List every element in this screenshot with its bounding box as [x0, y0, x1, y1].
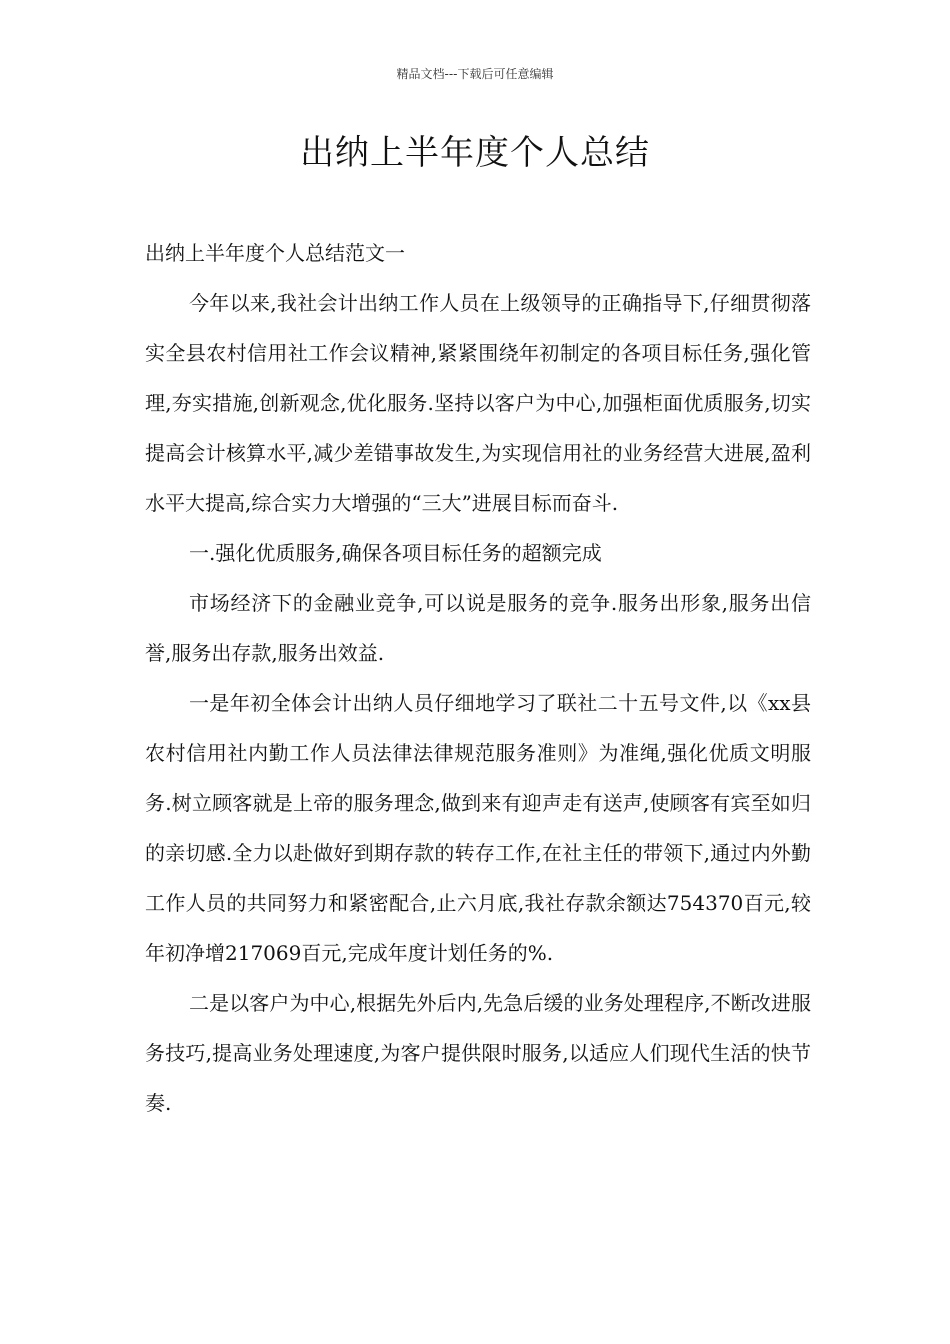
section-heading-1: 一.强化优质服务,确保各项目标任务的超额完成 [189, 541, 602, 565]
section-subtitle: 出纳上半年度个人总结范文一 [145, 241, 405, 265]
paragraph-competition: 市场经济下的金融业竞争,可以说是服务的竞争.服务出形象,服务出信誉,服务出存款,服务出效益. [145, 591, 811, 665]
document-body [145, 228, 811, 1128]
document-title: 出纳上半年度个人总结 [300, 133, 650, 173]
header-note: 精品文档---下载后可任意编辑 [396, 67, 554, 81]
paragraph-point-1: 一是年初全体会计出纳人员仔细地学习了联社二十五号文件,以《xx县农村信用社内勤工作人员法律法律规范服务准则》为准绳,强化优质文明服务.树立顾客就是上帝的服务理念,做到来有迎声走有送声,使顾客有宾至如归的亲切感.全力以赴做好到期存款的转存工作,在社主任的带领下,通过内外勤工作人员的共同努力和紧密配合,止六月底,我社存款余额达754370百元,较年初净增217069百元,完成年度计划任务的%. [145, 691, 811, 965]
paragraph-intro: 今年以来,我社会计出纳工作人员在上级领导的正确指导下,仔细贯彻落实全县农村信用社工作会议精神,紧紧围绕年初制定的各项目标任务,强化管理,夯实措施,创新观念,优化服务.坚持以客户为中心,加强柜面优质服务,切实提高会计核算水平,减少差错事故发生,为实现信用社的业务经营大进展,盈利水平大提高,综合实力大增强的“三大”进展目标而奋斗. [145, 291, 811, 515]
paragraph-point-2: 二是以客户为中心,根据先外后内,先急后缓的业务处理程序,不断改进服务技巧,提高业务处理速度,为客户提供限时服务,以适应人们现代生活的快节奏. [145, 991, 811, 1115]
